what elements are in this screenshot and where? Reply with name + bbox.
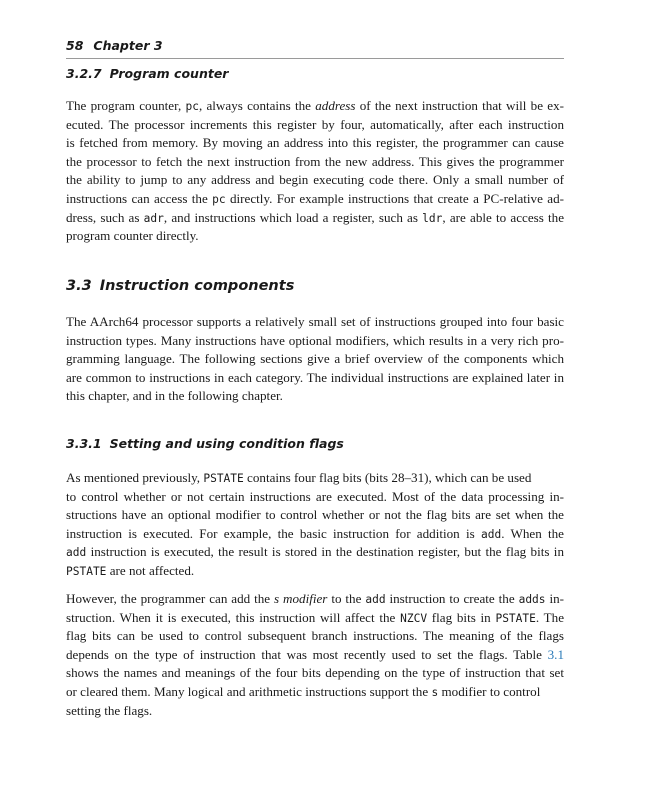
running-head (66, 38, 564, 59)
table-3-1-link[interactable]: 3.1 (547, 646, 564, 662)
section-heading-3-2-7: 3.2.7 Program counter (66, 66, 229, 81)
paragraph-condition-flags-2: However, the programmer can add the s modifier to the add instruction to create the adds in- struction. When it is executed, this instruction will affect the NZCV flag bits in PSTATE. The flag bits can be used to control subsequent branch instructions. The meaning of the flags depends on the type of instruction that was most recently used to set the flags. Table 3.1 shows the names and meanings of the four bits depending on the type of instruction that set or cleared them. Many logical and arithmetic instructions support the s modifier to control setting the flags. (66, 591, 565, 718)
section-heading-3-3-1: 3.3.1 Setting and using condition flags (66, 436, 344, 451)
paragraph-instruction-components: The AArch64 processor supports a relatively small set of instructions grouped into four basic instruction types. Many instructions have optional modifiers, which results in a very rich pro- gramming language. The following sections give a brief overview of the components which are common to instructions in each category. The individual instructions are explained later in this chapter, and in the following chapter. (66, 314, 564, 404)
page-number: 58 (66, 38, 84, 53)
paragraph-condition-flags-1: As mentioned previously, PSTATE contains four flag bits (bits 28–31), which can be used to control whether or not certain instructions are executed. Most of the data processing in- structions have an optional modifier to control whether or not the flag bits are set when the instruction is executed. For example, the basic instruction for addition is add. When the add instruction is executed, the result is stored in the destination register, but the flag bits in PSTATE are not affected. (66, 470, 564, 578)
chapter-label: Chapter 3 (93, 38, 163, 53)
section-heading-3-3: 3.3 Instruction components (66, 278, 295, 294)
paragraph-program-counter: The program counter, pc, always contains the address of the next instruction that will be ex- ecuted. The processor increments this register by four, automatically, after each instruction is fetched from memory. By moving an address into this register, the programmer can cause the processor to fetch the next instruction from the new address. This gives the programmer the ability to jump to any address and begin executing code there. Only a small number of instructions can access the pc directly. For example instructions that create a PC-relative ad- dress, such as adr, and instructions which load a register, such as ldr, are able to access the program counter directly. (66, 98, 565, 244)
